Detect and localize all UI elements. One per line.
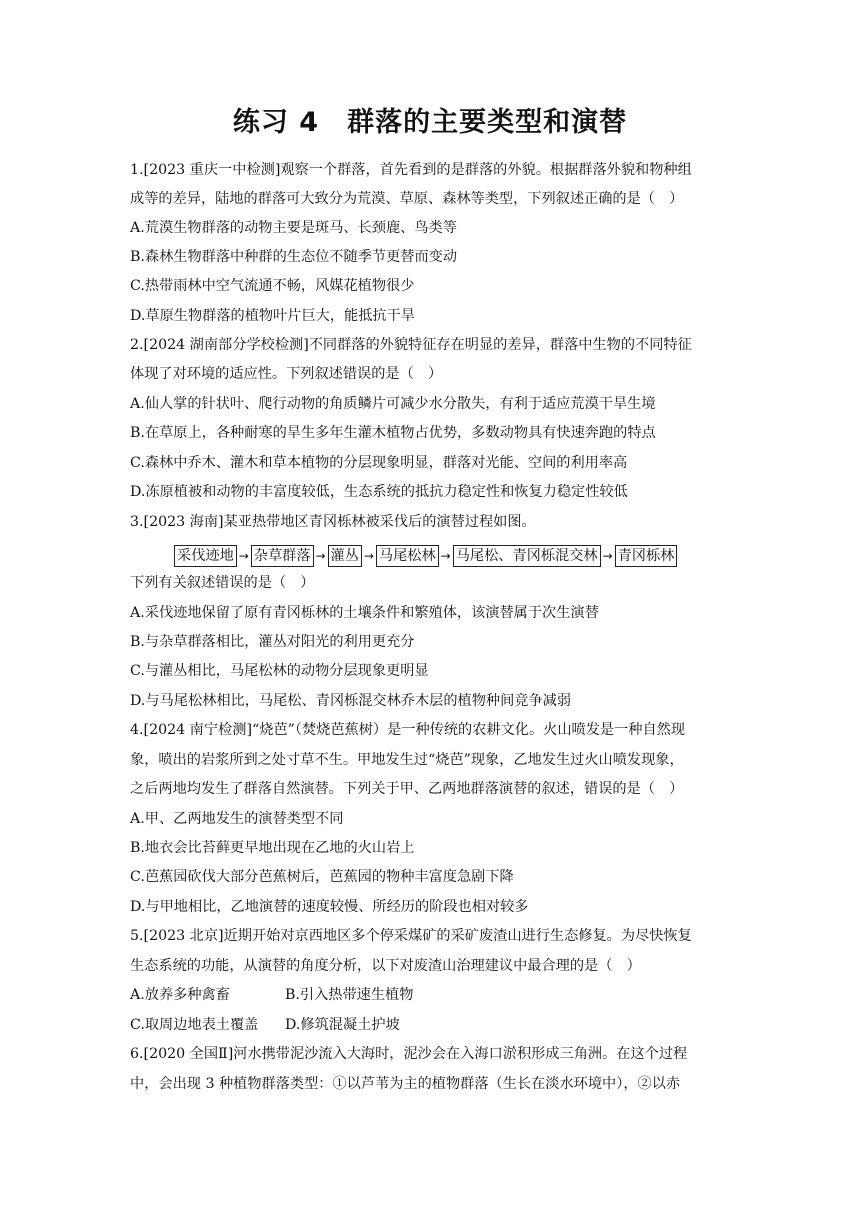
q5-stem-line-2: 生态系统的功能，从演替的角度分析，以下对废渣山治理建议中最合理的是（ ）	[130, 958, 641, 974]
q4-option-b: B.地衣会比苔藓更早地出现在乙地的火山岩上	[130, 840, 415, 856]
arrow-right-icon: →	[238, 549, 249, 563]
q2-option-b: B.在草原上，各种耐寒的旱生多年生灌木植物占优势，多数动物具有快速奔跑的特点	[130, 425, 656, 441]
flow-step-4: 马尾松林	[376, 545, 439, 567]
q1-stem-line-1: 1.[2023 重庆一中检测]观察一个群落，首先看到的是群落的外貌。根据群落外貌和物种组	[130, 162, 692, 178]
arrow-right-icon: →	[602, 549, 613, 563]
q2-option-c: C.森林中乔木、灌木和草本植物的分层现象明显，群落对光能、空间的利用率高	[130, 455, 628, 471]
q3-option-b: B.与杂草群落相比，灌丛对阳光的利用更充分	[130, 634, 415, 650]
flow-step-5: 马尾松、青冈栎混交林	[453, 545, 601, 567]
q4-option-c: C.芭蕉园砍伐大部分芭蕉树后，芭蕉园的物种丰富度急剧下降	[130, 869, 514, 885]
q5-option-b: B.引入热带速生植物	[285, 987, 414, 1003]
q5-option-c: C.取周边地表土覆盖	[130, 1017, 259, 1033]
q2-stem-line-2: 体现了对环境的适应性。下列叙述错误的是（ ）	[130, 366, 443, 382]
arrow-right-icon: →	[363, 549, 374, 563]
q2-stem-line-1: 2.[2024 湖南部分学校检测]不同群落的外貌特征存在明显的差异，群落中生物的不同特征	[130, 337, 692, 353]
q3-option-d: D.与马尾松林相比，马尾松、青冈栎混交林乔木层的植物种间竞争减弱	[130, 693, 572, 709]
q1-option-a: A.荒漠生物群落的动物主要是斑马、长颈鹿、鸟类等	[130, 220, 457, 236]
q4-stem-line-3: 之后两地均发生了群落自然演替。下列关于甲、乙两地群落演替的叙述，错误的是（ ）	[130, 781, 684, 797]
q1-option-b: B.森林生物群落中种群的生态位不随季节更替而变动	[130, 249, 458, 265]
arrow-right-icon: →	[440, 549, 451, 563]
q3-option-c: C.与灌丛相比，马尾松林的动物分层现象更明显	[130, 663, 429, 679]
q5-option-a: A.放养多种禽畜	[130, 987, 230, 1003]
q5-option-d: D.修筑混凝土护坡	[285, 1017, 400, 1033]
q1-stem-line-2: 成等的差异，陆地的群落可大致分为荒漠、草原、森林等类型，下列叙述正确的是（ ）	[130, 191, 684, 207]
q4-stem-line-2: 象，喷出的岩浆所到之处寸草不生。甲地发生过“烧芭”现象，乙地发生过火山喷发现象，	[130, 752, 684, 768]
q3-stem-line-1: 3.[2023 海南]某亚热带地区青冈栎林被采伐后的演替过程如图。	[130, 514, 536, 530]
q3-option-a: A.采伐迹地保留了原有青冈栎林的土壤条件和繁殖体，该演替属于次生演替	[130, 605, 599, 621]
flow-step-2: 杂草群落	[251, 545, 314, 567]
flow-step-1: 采伐迹地	[174, 545, 237, 567]
q5-options-row-2	[130, 1015, 400, 1035]
q1-option-d: D.草原生物群落的植物叶片巨大，能抵抗干旱	[130, 308, 415, 324]
q6-stem-line-1: 6.[2020 全国Ⅱ]河水携带泥沙流入大海时，泥沙会在入海口淤积形成三角洲。在这个过程	[130, 1046, 688, 1062]
q4-stem-line-1: 4.[2024 南宁检测]“烧芭”（焚烧芭蕉树）是一种传统的农耕文化。火山喷发是一种自然现	[130, 722, 686, 738]
page-title: 练习 4 群落的主要类型和演替	[232, 107, 628, 138]
succession-flow-diagram	[174, 544, 677, 568]
q4-option-a: A.甲、乙两地发生的演替类型不同	[130, 811, 344, 827]
q4-option-d: D.与甲地相比，乙地演替的速度较慢、所经历的阶段也相对较多	[130, 899, 529, 915]
flow-step-3: 灌丛	[328, 545, 362, 567]
flow-step-6: 青冈栎林	[615, 545, 678, 567]
arrow-right-icon: →	[315, 549, 326, 563]
q6-stem-line-2: 中，会出现 3 种植物群落类型：①以芦苇为主的植物群落（生长在淡水环境中），②以赤	[130, 1076, 681, 1092]
q5-stem-line-1: 5.[2023 北京]近期开始对京西地区多个停采煤矿的采矿废渣山进行生态修复。为尽快恢复	[130, 928, 692, 944]
q2-option-a: A.仙人掌的针状叶、爬行动物的角质鳞片可减少水分散失，有利于适应荒漠干旱生境	[130, 396, 656, 412]
q3-after-text: 下列有关叙述错误的是（ ）	[130, 575, 315, 591]
q1-option-c: C.热带雨林中空气流通不畅，风媒花植物很少	[130, 278, 415, 294]
q2-option-d: D.冻原植被和动物的丰富度较低，生态系统的抵抗力稳定性和恢复力稳定性较低	[130, 484, 628, 500]
q5-options-row-1	[130, 985, 414, 1005]
